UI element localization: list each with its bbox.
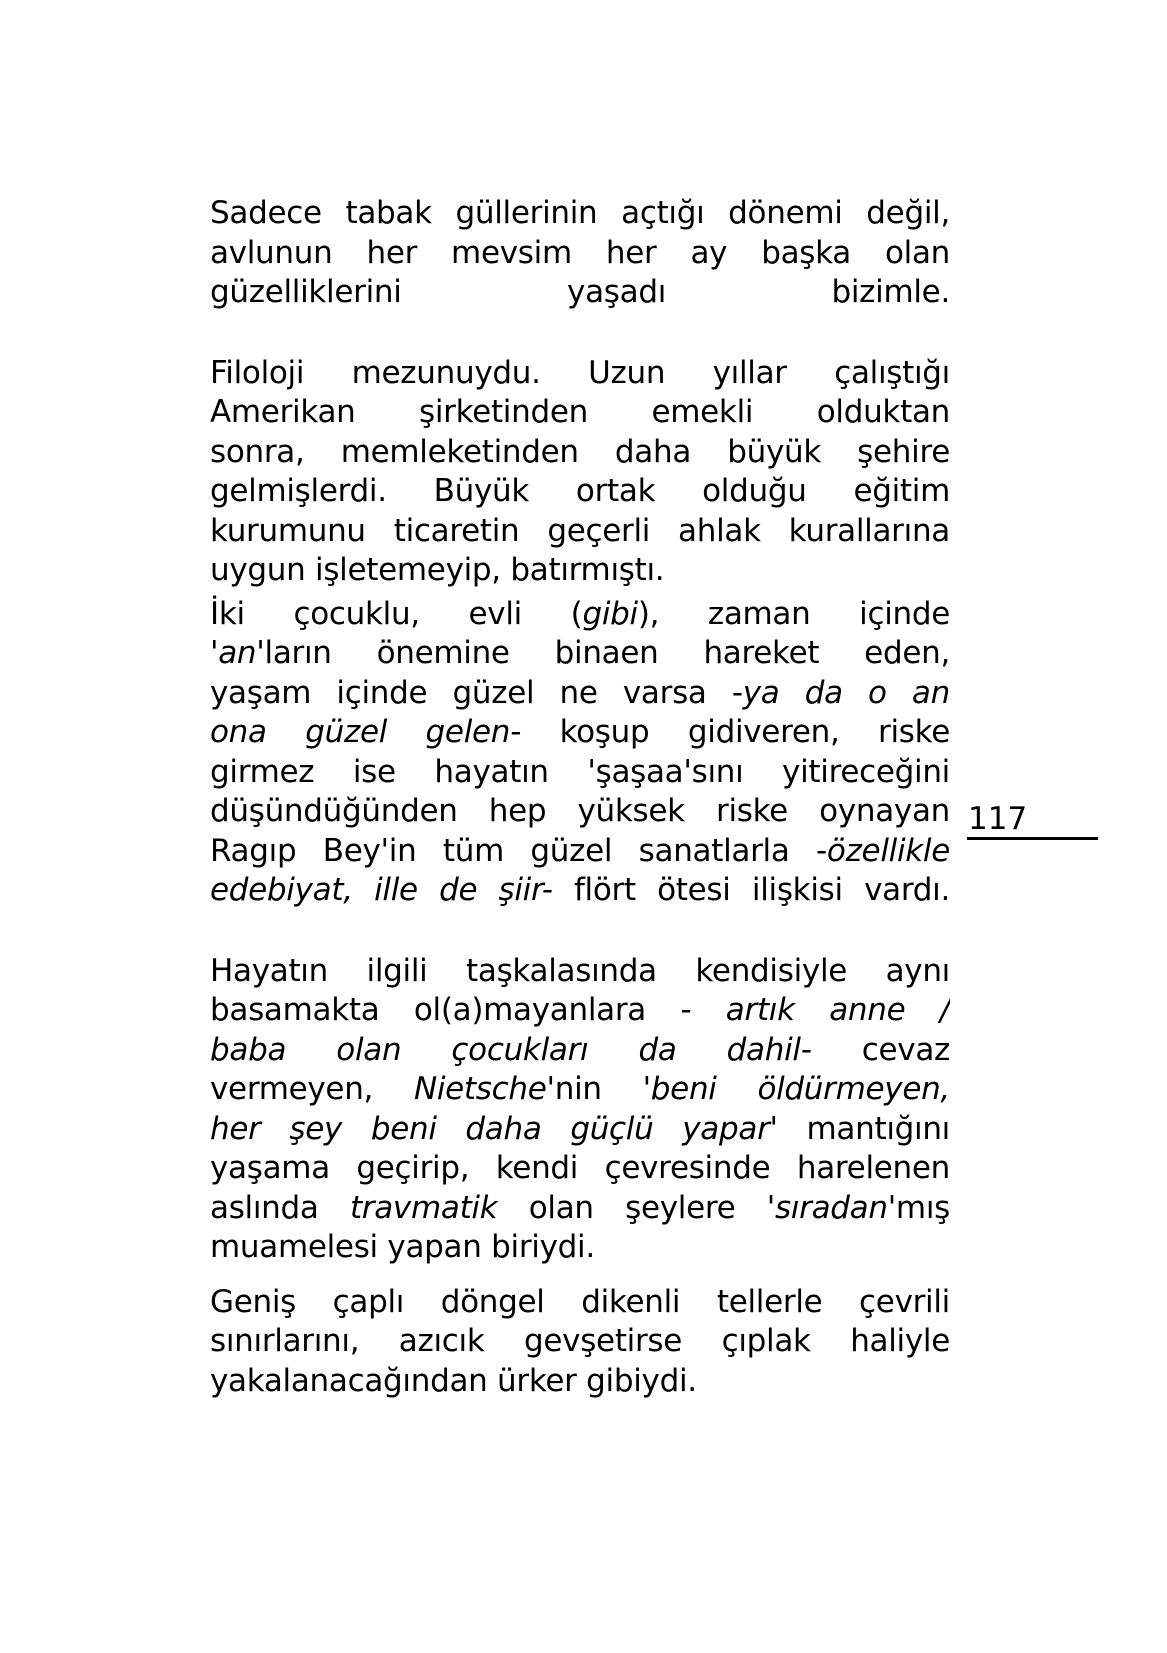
text-segment: gelmişlerdi. Büyük ortak olduğu eğitim [210, 473, 950, 509]
text-segment: muamelesi yapan biriydi. [210, 1229, 595, 1265]
text-segment: 'nin ' [546, 1071, 651, 1107]
italic-text-segment: ya da o an [742, 674, 950, 711]
text-segment: yaşam içinde güzel ne varsa - [210, 674, 743, 711]
italic-text-segment: her şey beni daha güçlü yapar [210, 1110, 770, 1147]
text-line [210, 1283, 950, 1323]
text-segment: yakalanacağından ürker gibiydi. [210, 1362, 697, 1399]
text-segment: yaşama geçirip, kendi çevresinde harelenen [210, 1150, 950, 1186]
text-segment: aslında [210, 1189, 350, 1226]
italic-text-segment: gibi [582, 595, 638, 632]
text-segment: avlunun her mevsim her ay başka olan [210, 234, 950, 271]
text-line [210, 1110, 950, 1150]
italic-text-segment: artık anne / [725, 992, 950, 1028]
text-line [210, 871, 950, 911]
text-line [210, 472, 950, 512]
text-line [210, 1149, 950, 1189]
text-segment: ' mantığını [769, 1110, 950, 1147]
paragraph [210, 952, 950, 1268]
italic-text-segment: özellikle [826, 832, 950, 869]
text-segment: İki çocuklu, evli ( [210, 595, 583, 632]
text-segment: girmez ise hayatın 'şaşaa'sını yitireceğini [210, 753, 950, 790]
text-segment: Amerikan şirketinden emekli olduktan [210, 394, 950, 430]
text-line [210, 634, 950, 674]
page-number: 117 [968, 801, 1028, 837]
text-line [210, 1070, 950, 1110]
text-line [210, 273, 950, 313]
text-segment: ), zaman içinde [637, 595, 950, 632]
text-segment: güzelliklerini yaşadı bizimle. [210, 274, 950, 310]
text-line [210, 595, 950, 635]
text-segment: Hayatın ilgili taşkalasında kendisiyle aynı [210, 952, 950, 989]
text-segment: olan şeylere ' [497, 1189, 775, 1226]
italic-text-segment: travmatik [349, 1189, 498, 1226]
text-segment: 'mış [887, 1189, 950, 1226]
text-segment: ' [210, 635, 219, 671]
paragraph [210, 1283, 950, 1402]
text-line [210, 1189, 950, 1229]
text-line [210, 991, 950, 1031]
text-line [210, 354, 950, 394]
text-segment: 'ların önemine binaen hareket eden, [256, 635, 950, 671]
text-line [210, 1362, 950, 1402]
text-line [210, 713, 950, 753]
text-segment: sonra, memleketinden daha büyük şehire [210, 433, 950, 470]
paragraph [210, 194, 950, 313]
italic-text-segment: ona güzel gelen- [210, 714, 522, 750]
italic-text-segment: beni öldürmeyen, [650, 1071, 950, 1107]
text-line [210, 792, 950, 832]
text-segment: Filoloji mezunuydu. Uzun yıllar çalıştığı [210, 354, 950, 391]
text-segment: koşup gidiveren, riske [521, 714, 950, 750]
text-line [210, 433, 950, 473]
italic-text-segment: an [218, 635, 257, 671]
text-segment: sınırlarını, azıcık gevşetirse çıplak haliyle [210, 1323, 950, 1359]
text-segment: uygun işletemeyip, batırmıştı. [210, 552, 665, 588]
text-segment: vermeyen, [210, 1071, 414, 1107]
paragraph [210, 595, 950, 911]
text-line [210, 551, 950, 591]
text-line [210, 393, 950, 433]
page-number-rule [967, 837, 1098, 840]
text-segment: Ragıp Bey'in tüm güzel sanatlarla - [210, 832, 827, 869]
text-line [210, 832, 950, 872]
text-line [210, 952, 950, 992]
text-line [210, 194, 950, 234]
italic-text-segment: Nietsche [413, 1071, 547, 1107]
text-line [210, 753, 950, 793]
text-line [210, 512, 950, 552]
text-segment: düşündüğünden hep yüksek riske oynayan [210, 793, 950, 829]
text-segment: Sadece tabak güllerinin açtığı dönemi değil, [210, 195, 950, 231]
paragraph [210, 354, 950, 591]
italic-text-segment: baba olan çocukları da dahil- [210, 1031, 812, 1068]
text-segment: Geniş çaplı döngel dikenli tellerle çevrili [210, 1283, 950, 1320]
text-segment: kurumunu ticaretin geçerli ahlak kurallarına [210, 512, 950, 549]
text-line [210, 1228, 950, 1268]
italic-text-segment: sıradan [774, 1189, 888, 1226]
text-line [210, 234, 950, 274]
italic-text-segment: edebiyat, ille de şiir- [210, 872, 553, 908]
text-line [210, 674, 950, 714]
text-line [210, 1322, 950, 1362]
text-block [210, 194, 950, 1401]
text-segment: basamakta ol(a)mayanlara - [210, 992, 726, 1028]
text-segment: flört ötesi ilişkisi vardı. [552, 872, 950, 908]
text-line [210, 1031, 950, 1071]
text-segment: cevaz [811, 1031, 950, 1068]
